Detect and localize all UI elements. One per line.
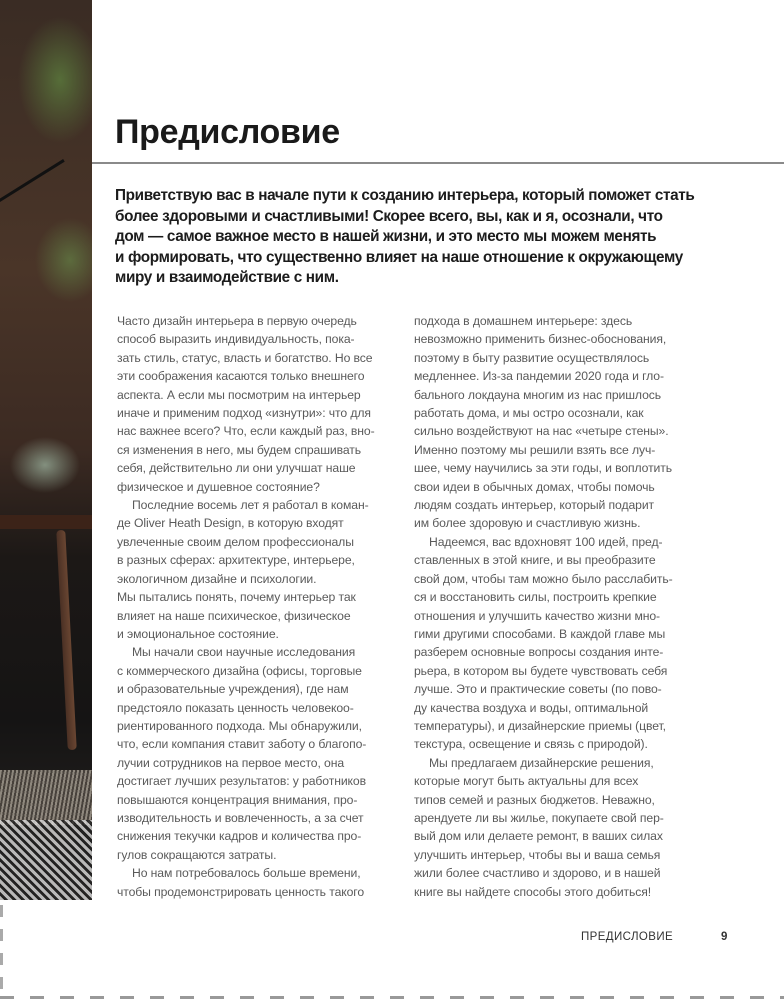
text-line: людям создать интерьер, который подарит	[414, 498, 655, 513]
text-line: медленнее. Из-за пандемии 2020 года и гло-	[414, 369, 664, 384]
page-number: 9	[721, 931, 728, 943]
paragraph	[117, 496, 407, 643]
text-line: типов семей и разных бюджетов. Неважно,	[414, 792, 655, 807]
paragraph	[414, 533, 704, 754]
text-line: гулов сокращаются затраты.	[117, 847, 277, 862]
page-footer	[581, 931, 728, 943]
scan-marks-left	[0, 905, 3, 1001]
text-line: иначе и применим подход «изнутри»: что для	[117, 406, 371, 421]
text-line: Мы начали свои научные исследования	[132, 645, 356, 660]
paragraph	[414, 754, 704, 901]
text-line: ся изменения в него, мы будем спрашивать	[117, 442, 361, 457]
text-line: с коммерческого дизайна (офисы, торговые	[117, 663, 362, 678]
paragraph	[117, 312, 407, 496]
text-line: изводительность и вовлеченность, а за счет	[117, 810, 364, 825]
text-line: арендуете ли вы жилье, покупаете свой пер-	[414, 810, 664, 825]
text-line: что, если компания ставит заботу о благопо-	[117, 737, 367, 752]
text-line: ставленных в этой книге, и вы преобразите	[414, 553, 656, 568]
text-line: достигает лучших результатов: у работников	[117, 774, 366, 789]
text-line: свой дом, чтобы там можно было расслабить-	[414, 571, 673, 586]
text-line: снижения текучки кадров и количества про-	[117, 829, 362, 844]
text-line: и эмоциональное состояние.	[117, 626, 279, 641]
text-line: нас важнее всего? Что, если каждый раз, вно-	[117, 424, 375, 439]
paragraph	[414, 312, 704, 533]
text-line: риентированного подхода. Мы обнаружили,	[117, 718, 362, 733]
text-line: увлеченные своим делом профессионалы	[117, 534, 354, 549]
text-line: Но нам потребовалось больше времени,	[132, 866, 361, 881]
text-line: способ выразить индивидуальность, пока-	[117, 332, 355, 347]
text-line: Мы пытались понять, почему интерьер так	[117, 590, 356, 605]
lead-line: более здоровыми и счастливыми! Скорее всего, вы, как и я, осознали, что	[115, 207, 663, 225]
lead-line: миру и взаимодействие с ним.	[115, 269, 339, 287]
text-line: Надеемся, вас вдохновят 100 идей, пред-	[429, 534, 663, 549]
text-line: себя, действительно ли они улучшат наше	[117, 461, 356, 476]
text-line: шее, чему научились за эти годы, и воплотить	[414, 461, 672, 476]
page-title: Предисловие	[115, 113, 340, 151]
photo-rug	[0, 820, 92, 900]
text-line: экологичном дизайне и психологии.	[117, 571, 317, 586]
text-line: свои идеи в обычных домах, чтобы помочь	[414, 479, 655, 494]
running-head: ПРЕДИСЛОВИЕ	[581, 931, 674, 943]
text-line: разберем основные вопросы создания инте-	[414, 645, 664, 660]
text-line: вый дом или делаете ремонт, в ваших силах	[414, 829, 663, 844]
text-line: текстура, освещение и связь с природой).	[414, 737, 648, 752]
text-line: улучшить интерьер, чтобы вы и ваша семья	[414, 847, 661, 862]
text-line: Часто дизайн интерьера в первую очередь	[117, 314, 357, 328]
text-line: температуры), и дизайнерские приемы (цвет,	[414, 718, 666, 733]
body-column-right	[414, 312, 704, 901]
text-line: лучии сотрудников на первое место, она	[117, 755, 345, 770]
text-line: подхода в домашнем интерьере: здесь	[414, 314, 633, 328]
lead-line: Приветствую вас в начале пути к созданию интерьера, который поможет стать	[115, 187, 695, 204]
text-line: чтобы продемонстрировать ценность такого	[117, 884, 365, 899]
text-line: книге вы найдете способы этого добиться!	[414, 884, 652, 899]
text-line: Именно поэтому мы решили взять все луч-	[414, 442, 656, 457]
scan-marks-bottom	[0, 996, 784, 999]
lead-paragraph	[115, 186, 780, 289]
text-line: жили более счастливо и здорово, и в нашей	[414, 866, 661, 881]
text-line: бального локдауна многим из нас пришлось	[414, 387, 661, 402]
text-line: де Oliver Heath Design, в которую входят	[117, 516, 344, 531]
text-line: поэтому в быту развитие осуществлялось	[414, 350, 650, 365]
text-line: ду качества воздуха и воды, оптимальной	[414, 700, 649, 715]
title-divider	[92, 162, 784, 164]
text-line: физическое и душевное состояние?	[117, 479, 320, 494]
body-column-left	[117, 312, 407, 901]
text-line: и образовательные учреждения), где нам	[117, 682, 349, 697]
text-line: невозможно применить бизнес-обоснования,	[414, 332, 667, 347]
text-line: повышаются концентрация внимания, про-	[117, 792, 358, 807]
text-line: Последние восемь лет я работал в коман-	[132, 498, 369, 513]
paragraph	[117, 643, 407, 864]
photo-rug-fringe	[0, 770, 92, 825]
text-line: им более здоровую и счастливую жизнь.	[414, 516, 641, 531]
photo-table-top	[0, 515, 92, 529]
lead-line: дом — самое важное место в нашей жизни, и это место мы можем менять	[115, 228, 657, 246]
text-line: которые могут быть актуальны для всех	[414, 774, 639, 789]
text-line: отношения и улучшить качество жизни мно-	[414, 608, 660, 623]
photo-table-leg	[56, 530, 77, 750]
interior-photo	[0, 0, 92, 900]
paragraph	[117, 864, 407, 901]
text-line: сильно воздействуют на нас «четыре стены».	[414, 424, 669, 439]
text-line: эти соображения касаются только внешнего	[117, 369, 365, 384]
text-line: предстояло показать ценность человекоо-	[117, 700, 354, 715]
text-line: зать стиль, статус, власть и богатство. Но все	[117, 350, 373, 365]
lead-line: и формировать, что существенно влияет на наше отношение к окружающему	[115, 248, 683, 266]
text-line: лучше. Это и практические советы (по пово-	[414, 682, 662, 697]
text-line: ся и восстановить силы, построить крепкие	[414, 590, 657, 605]
text-line: рьера, в котором вы будете чувствовать себя	[414, 663, 668, 678]
text-line: влияет на наше психическое, физическое	[117, 608, 351, 623]
photo-lamp-rod	[0, 159, 65, 204]
text-line: аспекта. А если мы посмотрим на интерьер	[117, 387, 361, 402]
text-line: работать дома, и мы остро осознали, как	[414, 406, 644, 421]
text-line: Мы предлагаем дизайнерские решения,	[429, 755, 654, 770]
text-line: в разных сферах: архитектуре, интерьере,	[117, 553, 355, 568]
text-line: гими другими способами. В каждой главе мы	[414, 626, 666, 641]
